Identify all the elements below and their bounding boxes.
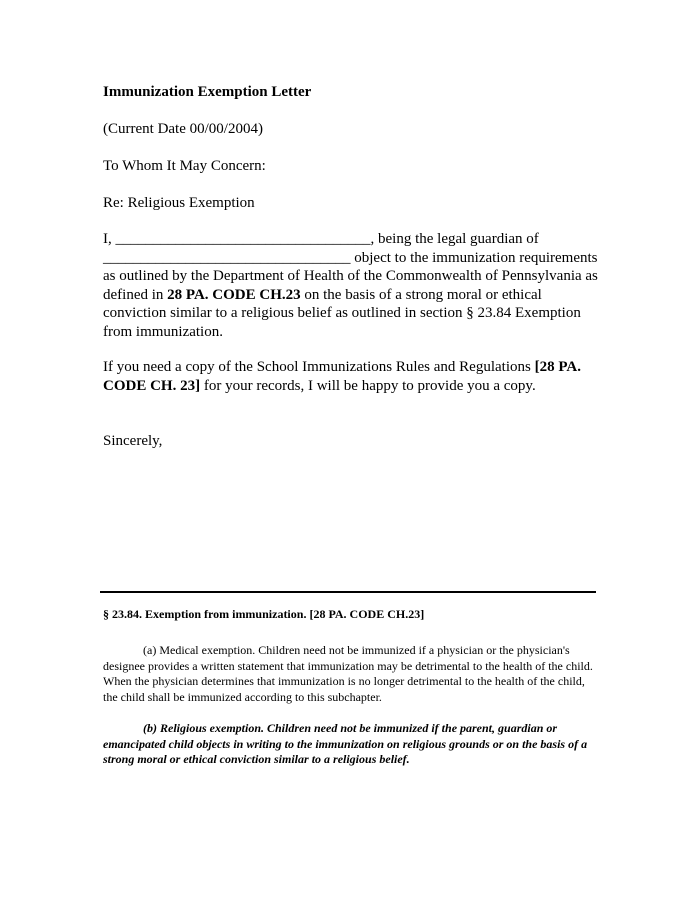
letter-re-line: Re: Religious Exemption	[103, 195, 255, 211]
letter-closing: Sincerely,	[103, 433, 163, 449]
letter-date: (Current Date 00/00/2004)	[103, 121, 263, 137]
body-after-child: object to the immunization requirements as outlined by the Department of Health of the Commonwealth of Pennsylvania as defined in	[103, 249, 598, 303]
letter-body-paragraph	[103, 230, 598, 341]
footnote-divider	[100, 591, 596, 593]
medical-exemption-paragraph: (a) Medical exemption. Children need not be immunized if a physician or the physician's designee provides a written statement that immunization may be detrimental to the health of the child. When the physician determines that immunization is no longer detrimental to the health of the child, the child shall be immunized according to this subchapter.	[103, 643, 593, 704]
letter-title: Immunization Exemption Letter	[103, 84, 312, 100]
body-after-code: on the basis of a strong moral or ethical conviction similar to a religious belief as outlined in section § 23.84 Exemption from immunization.	[103, 286, 581, 340]
letter-salutation: To Whom It May Concern:	[103, 158, 266, 174]
copy-offer-suffix: for your records, I will be happy to provide you a copy.	[200, 377, 536, 394]
guardian-name-blank: __________________________________	[115, 231, 371, 247]
child-name-blank: _________________________________	[103, 249, 351, 266]
body-after-name: , being the legal guardian of	[370, 231, 539, 247]
body-prefix: I,	[103, 231, 116, 247]
copy-offer-code-reference: [28 PA. CODE CH. 23]	[103, 359, 581, 394]
copy-offer-prefix: If you need a copy of the School Immunizations Rules and Regulations	[103, 359, 535, 375]
footnote-heading: § 23.84. Exemption from immunization. [28 PA. CODE CH.23]	[103, 607, 425, 621]
body-code-reference: 28 PA. CODE CH.23	[167, 286, 301, 303]
copy-offer-paragraph	[103, 358, 598, 395]
religious-exemption-paragraph: (b) Religious exemption. Children need not be immunized if the parent, guardian or emancipated child objects in writing to the immunization on religious grounds or on the basis of a strong moral or ethical conviction similar to a religious belief.	[103, 721, 588, 766]
